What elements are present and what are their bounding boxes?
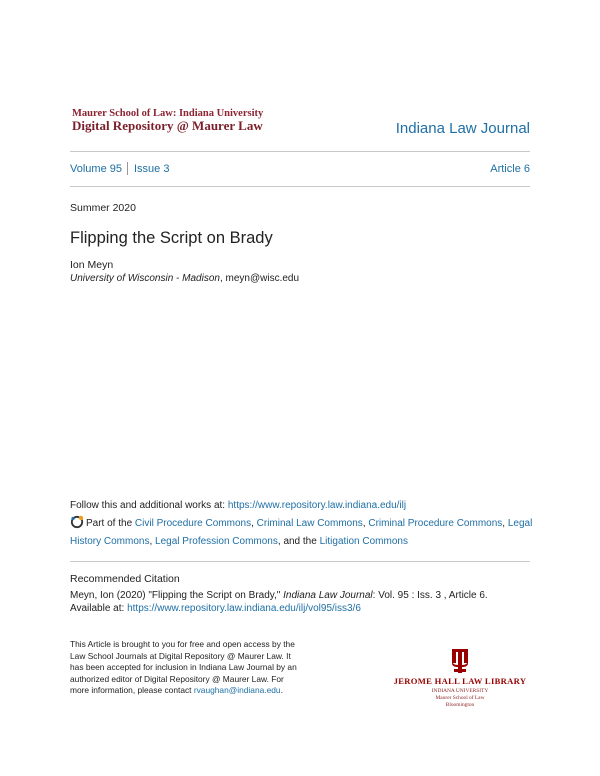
iu-trident-icon	[386, 648, 534, 674]
library-subline-3: Bloomington	[445, 702, 475, 708]
contact-email-link[interactable]: rvaughan@indiana.edu	[193, 685, 281, 695]
affiliation-text: University of Wisconsin - Madison	[70, 273, 220, 284]
notice-end: .	[280, 685, 283, 695]
citation-end: : Vol. 95 : Iss. 3 , Article 6.	[372, 590, 488, 601]
volume-link[interactable]: Volume 95	[70, 163, 122, 175]
commons-link-legal-profession[interactable]: Legal Profession Commons	[155, 536, 278, 547]
affiliation-comma: ,	[219, 273, 226, 284]
library-subline-2: Maurer School of Law	[435, 695, 485, 701]
publication-season: Summer 2020	[70, 202, 136, 214]
repository-subtitle: Maurer School of Law: Indiana University	[72, 108, 264, 119]
repository-title[interactable]: Digital Repository @ Maurer Law	[72, 118, 263, 133]
recommended-citation-heading: Recommended Citation	[70, 573, 180, 585]
volume-separator	[127, 162, 128, 175]
available-at-url[interactable]: https://www.repository.law.indiana.edu/ilj/vol95/iss3/6	[127, 602, 361, 614]
notice-text: This Article is brought to you for free and open access by the Law School Journals at Digital Repository @ Maurer Law. It has been accepted for inclusion in Indiana Law Journal by an authorized editor of Digital Repository @ Maurer Law. For more information, please contact	[70, 639, 297, 695]
citation-start: Meyn, Ion (2020) "Flipping the Script on Brady,"	[70, 590, 281, 601]
divider-mid	[70, 186, 530, 187]
divider-citation	[70, 561, 530, 562]
open-access-notice	[70, 639, 302, 697]
citation-journal: Indiana Law Journal	[283, 590, 373, 601]
article-link[interactable]: Article 6	[490, 163, 530, 175]
citation-text	[70, 590, 540, 615]
part-of-commons: Part of the Civil Procedure Commons, Criminal Law Commons, Criminal Procedure Commons, Legal History Commons, Legal Profession Commons, and the Litigation Commons	[70, 515, 540, 551]
commons-network-icon	[70, 515, 84, 529]
commons-link-criminal-law[interactable]: Criminal Law Commons	[256, 518, 363, 529]
follow-url-link[interactable]: https://www.repository.law.indiana.edu/ilj	[227, 500, 407, 511]
follow-line	[70, 500, 540, 511]
commons-link-civil-procedure[interactable]: Civil Procedure Commons	[134, 518, 252, 529]
commons-link-legal-history[interactable]: Legal History Commons	[70, 518, 533, 547]
author-email: meyn@wisc.edu	[225, 273, 300, 284]
author-affiliation	[70, 273, 299, 284]
author-name: Ion Meyn	[70, 259, 114, 271]
library-name: JEROME HALL LAW LIBRARY	[393, 676, 527, 686]
commons-link-criminal-procedure[interactable]: Criminal Procedure Commons	[368, 518, 503, 529]
library-subline-1: INDIANA UNIVERSITY	[431, 688, 489, 694]
journal-name[interactable]: Indiana Law Journal	[395, 120, 530, 137]
commons-link-litigation[interactable]: Litigation Commons	[319, 536, 408, 547]
and-the-text: and the	[283, 536, 317, 547]
part-of-prefix: Part of the	[86, 518, 133, 529]
issue-link[interactable]: Issue 3	[134, 163, 170, 175]
divider-top	[70, 151, 530, 152]
library-logo	[386, 648, 534, 710]
follow-text: Follow this and additional works at:	[70, 500, 226, 511]
article-title: Flipping the Script on Brady	[70, 229, 273, 247]
available-at-label: Available at:	[70, 602, 125, 614]
